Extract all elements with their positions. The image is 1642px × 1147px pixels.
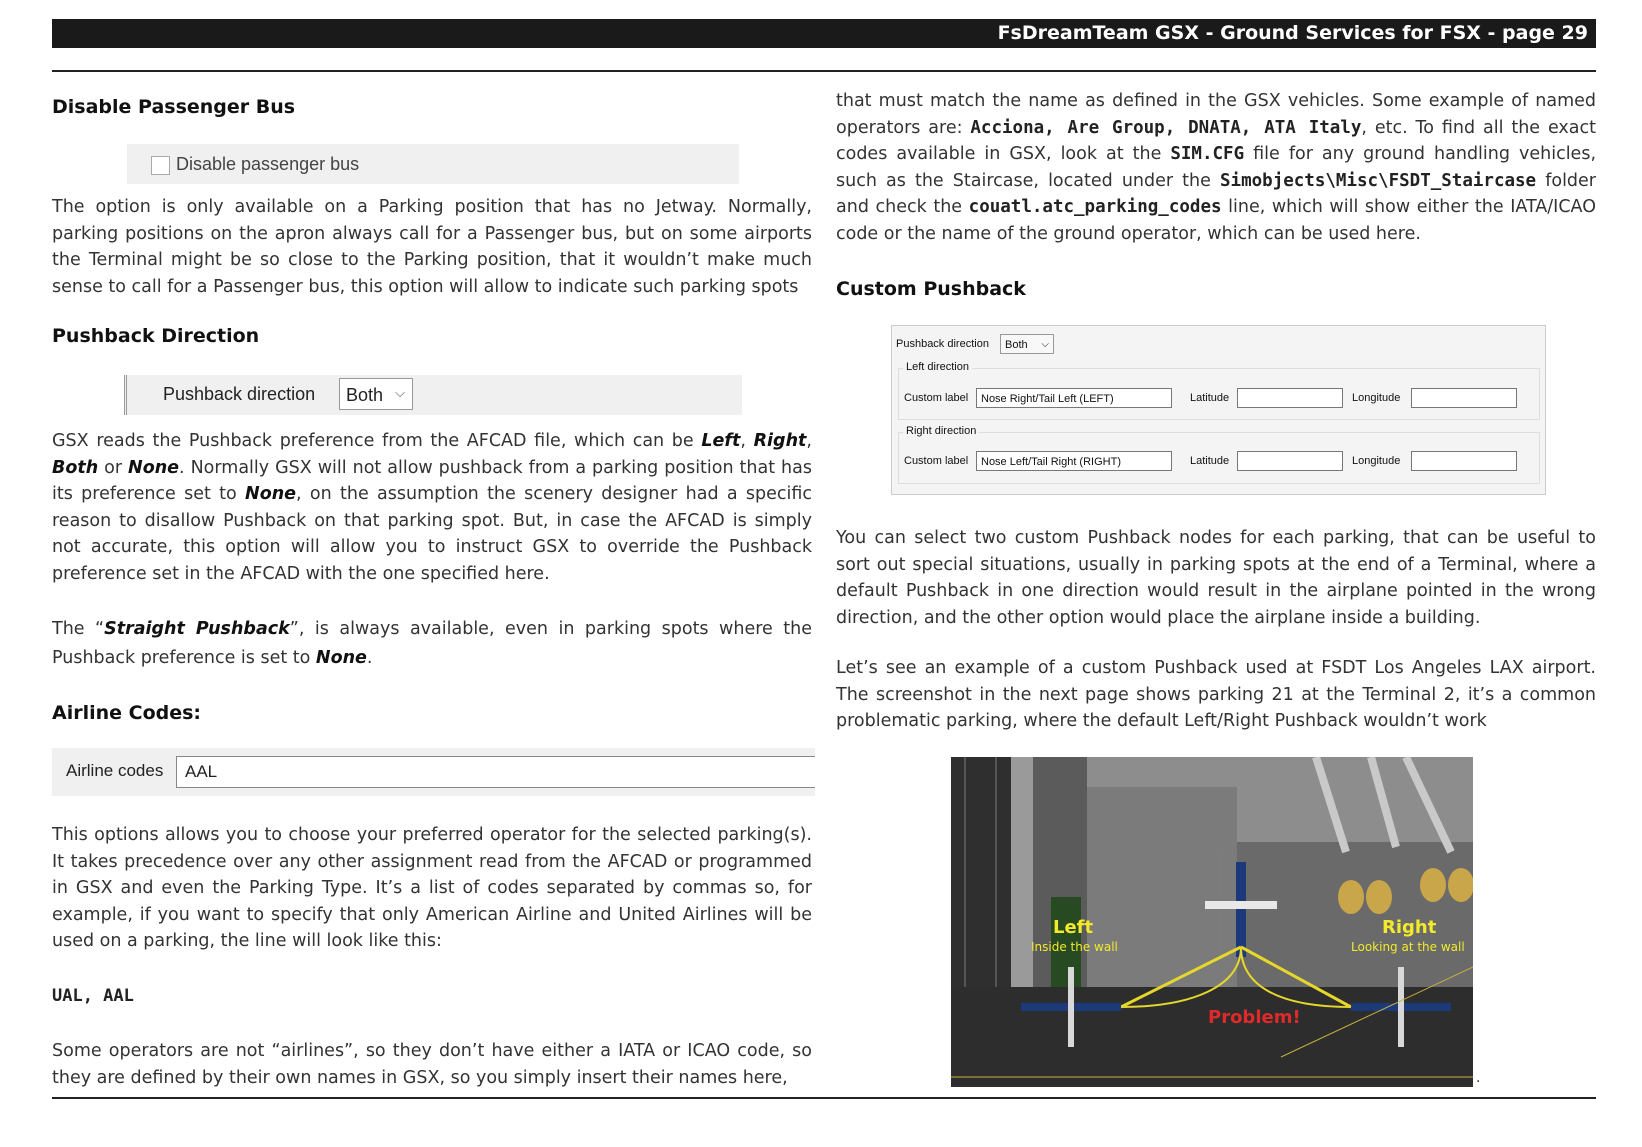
figure-left-sub: Inside the wall [1031,940,1118,954]
figure-right-title: Right [1382,917,1437,938]
header-title: FsDreamTeam GSX - Ground Services for FSX - page 29 [997,22,1588,44]
cp-left-latitude-input[interactable] [1237,388,1343,408]
pushback-direction-heading: Pushback Direction [52,325,260,347]
disable-bus-checkbox-label: Disable passenger bus [176,154,360,174]
airline-codes-input[interactable] [176,756,815,788]
cp-right-latitude-input[interactable] [1237,451,1343,471]
pushback-direction-select[interactable] [339,378,413,410]
figure-trailing: . [1476,1070,1481,1086]
operators-continuation: that must match the name as defined in the GSX vehicles. Some example of named operators are: Acciona, Are Group, DNATA, ATA Italy, etc. To find all the exact codes available in GSX, look at the SIM.CFG file for any ground handling vehicles, such as the Staircase, located under the Simobjects\Misc\FSDT_Staircase folder and check the couatl.atc_parking_codes line, which will show either the IATA/ICAO code or the name of the ground operator, which can be used here. [836,91,1597,244]
cp-right-longitude-label: Longitude [1352,455,1401,467]
pushback-direction-label: Pushback direction [163,384,316,404]
lax-parking-figure [951,757,1473,1087]
disable-bus-body: The option is only available on a Parking position that has no Jetway. Normally, parking positions on the apron always call for a Passenger bus, but on some airports the Terminal might be so close to the Parking position, that it wouldn’t make much sense to call for a Passenger bus, this option will allow to indicate such parking spots [52,197,812,297]
cp-left-custom-label: Custom label [904,392,969,404]
page-header [52,19,1596,48]
straight-pushback-body: The “Straight Pushback”, is always available, even in parking spots where the Pushback preference is set to None. [52,619,812,668]
cp-right-custom-label: Custom label [904,455,969,467]
chevron-down-icon: ⌵ [1041,339,1049,350]
cp-left-legend: Left direction [903,361,972,373]
pushback-direction-value: Both [346,385,384,405]
figure-right-sub: Looking at the wall [1351,940,1465,954]
cp-direction-value: Both [1005,339,1028,351]
figure-left-title: Left [1053,917,1094,938]
disable-bus-heading: Disable Passenger Bus [52,96,296,118]
footer-divider [52,1097,1596,1099]
cp-right-latitude-label: Latitude [1190,455,1230,467]
custom-pushback-body1: You can select two custom Pushback nodes for each parking, that can be useful to sort out special situations, usually in parking spots at the end of a Terminal, where a default Pushback in one direction would result in the airplane pointed in the wrong direction, and the other option would place the airplane inside a building. [836,528,1596,628]
cp-left-longitude-label: Longitude [1352,392,1401,404]
custom-pushback-heading: Custom Pushback [836,278,1026,300]
airline-codes-label: Airline codes [66,761,164,780]
cp-right-custom-input[interactable]: Nose Left/Tail Right (RIGHT) [976,451,1172,471]
cp-left-custom-input[interactable]: Nose Right/Tail Left (LEFT) [976,388,1172,408]
cp-direction-select[interactable] [1000,334,1054,354]
airline-codes-heading: Airline Codes: [52,702,202,724]
cp-direction-label: Pushback direction [896,338,989,350]
disable-bus-ui [127,144,739,184]
cp-right-longitude-input[interactable] [1411,451,1517,471]
cp-right-legend: Right direction [903,425,979,437]
airline-codes-body: This options allows you to choose your preferred operator for the selected parking(s). It takes precedence over any other assignment read from the AFCAD or programmed in GSX and even the Parking Type. It’s a list of codes separated by commas so, for example, if you want to specify that only American Airline and United Airlines will be used on a parking, the line will look like this: [52,825,812,951]
custom-pushback-body2: Let’s see an example of a custom Pushback used at FSDT Los Angeles LAX airport. The screenshot in the next page shows parking 21 at the Terminal 2, it’s a common problematic parking, where the default Left/Right Pushback wouldn’t work [836,658,1596,731]
cp-left-latitude-label: Latitude [1190,392,1230,404]
pushback-direction-ui [124,375,742,415]
airline-codes-body2: Some operators are not “airlines”, so they don’t have either a IATA or ICAO code, so they are defined by their own names in GSX, so you simply insert their names here, [52,1041,812,1088]
figure-problem-label: Problem! [1208,1007,1301,1028]
airline-codes-ui [52,748,815,796]
disable-bus-checkbox[interactable] [151,156,170,175]
airline-codes-example: UAL, AAL [52,986,134,1006]
header-divider [52,70,1596,72]
chevron-down-icon: ⌵ [395,385,405,400]
custom-pushback-panel [891,325,1546,495]
airline-codes-value: AAL [185,762,218,781]
pushback-direction-body: GSX reads the Pushback preference from the AFCAD file, which can be Left, Right, Both or None. Normally GSX will not allow pushback from a parking position that has its preference set to None, on the assumption the scenery designer had a specific reason to disallow Pushback on that parking spot. But, in case the AFCAD is simply not accurate, this option will allow you to instruct GSX to override the Pushback preference set in the AFCAD with the one specified here. [52,431,813,584]
cp-left-longitude-input[interactable] [1411,388,1517,408]
